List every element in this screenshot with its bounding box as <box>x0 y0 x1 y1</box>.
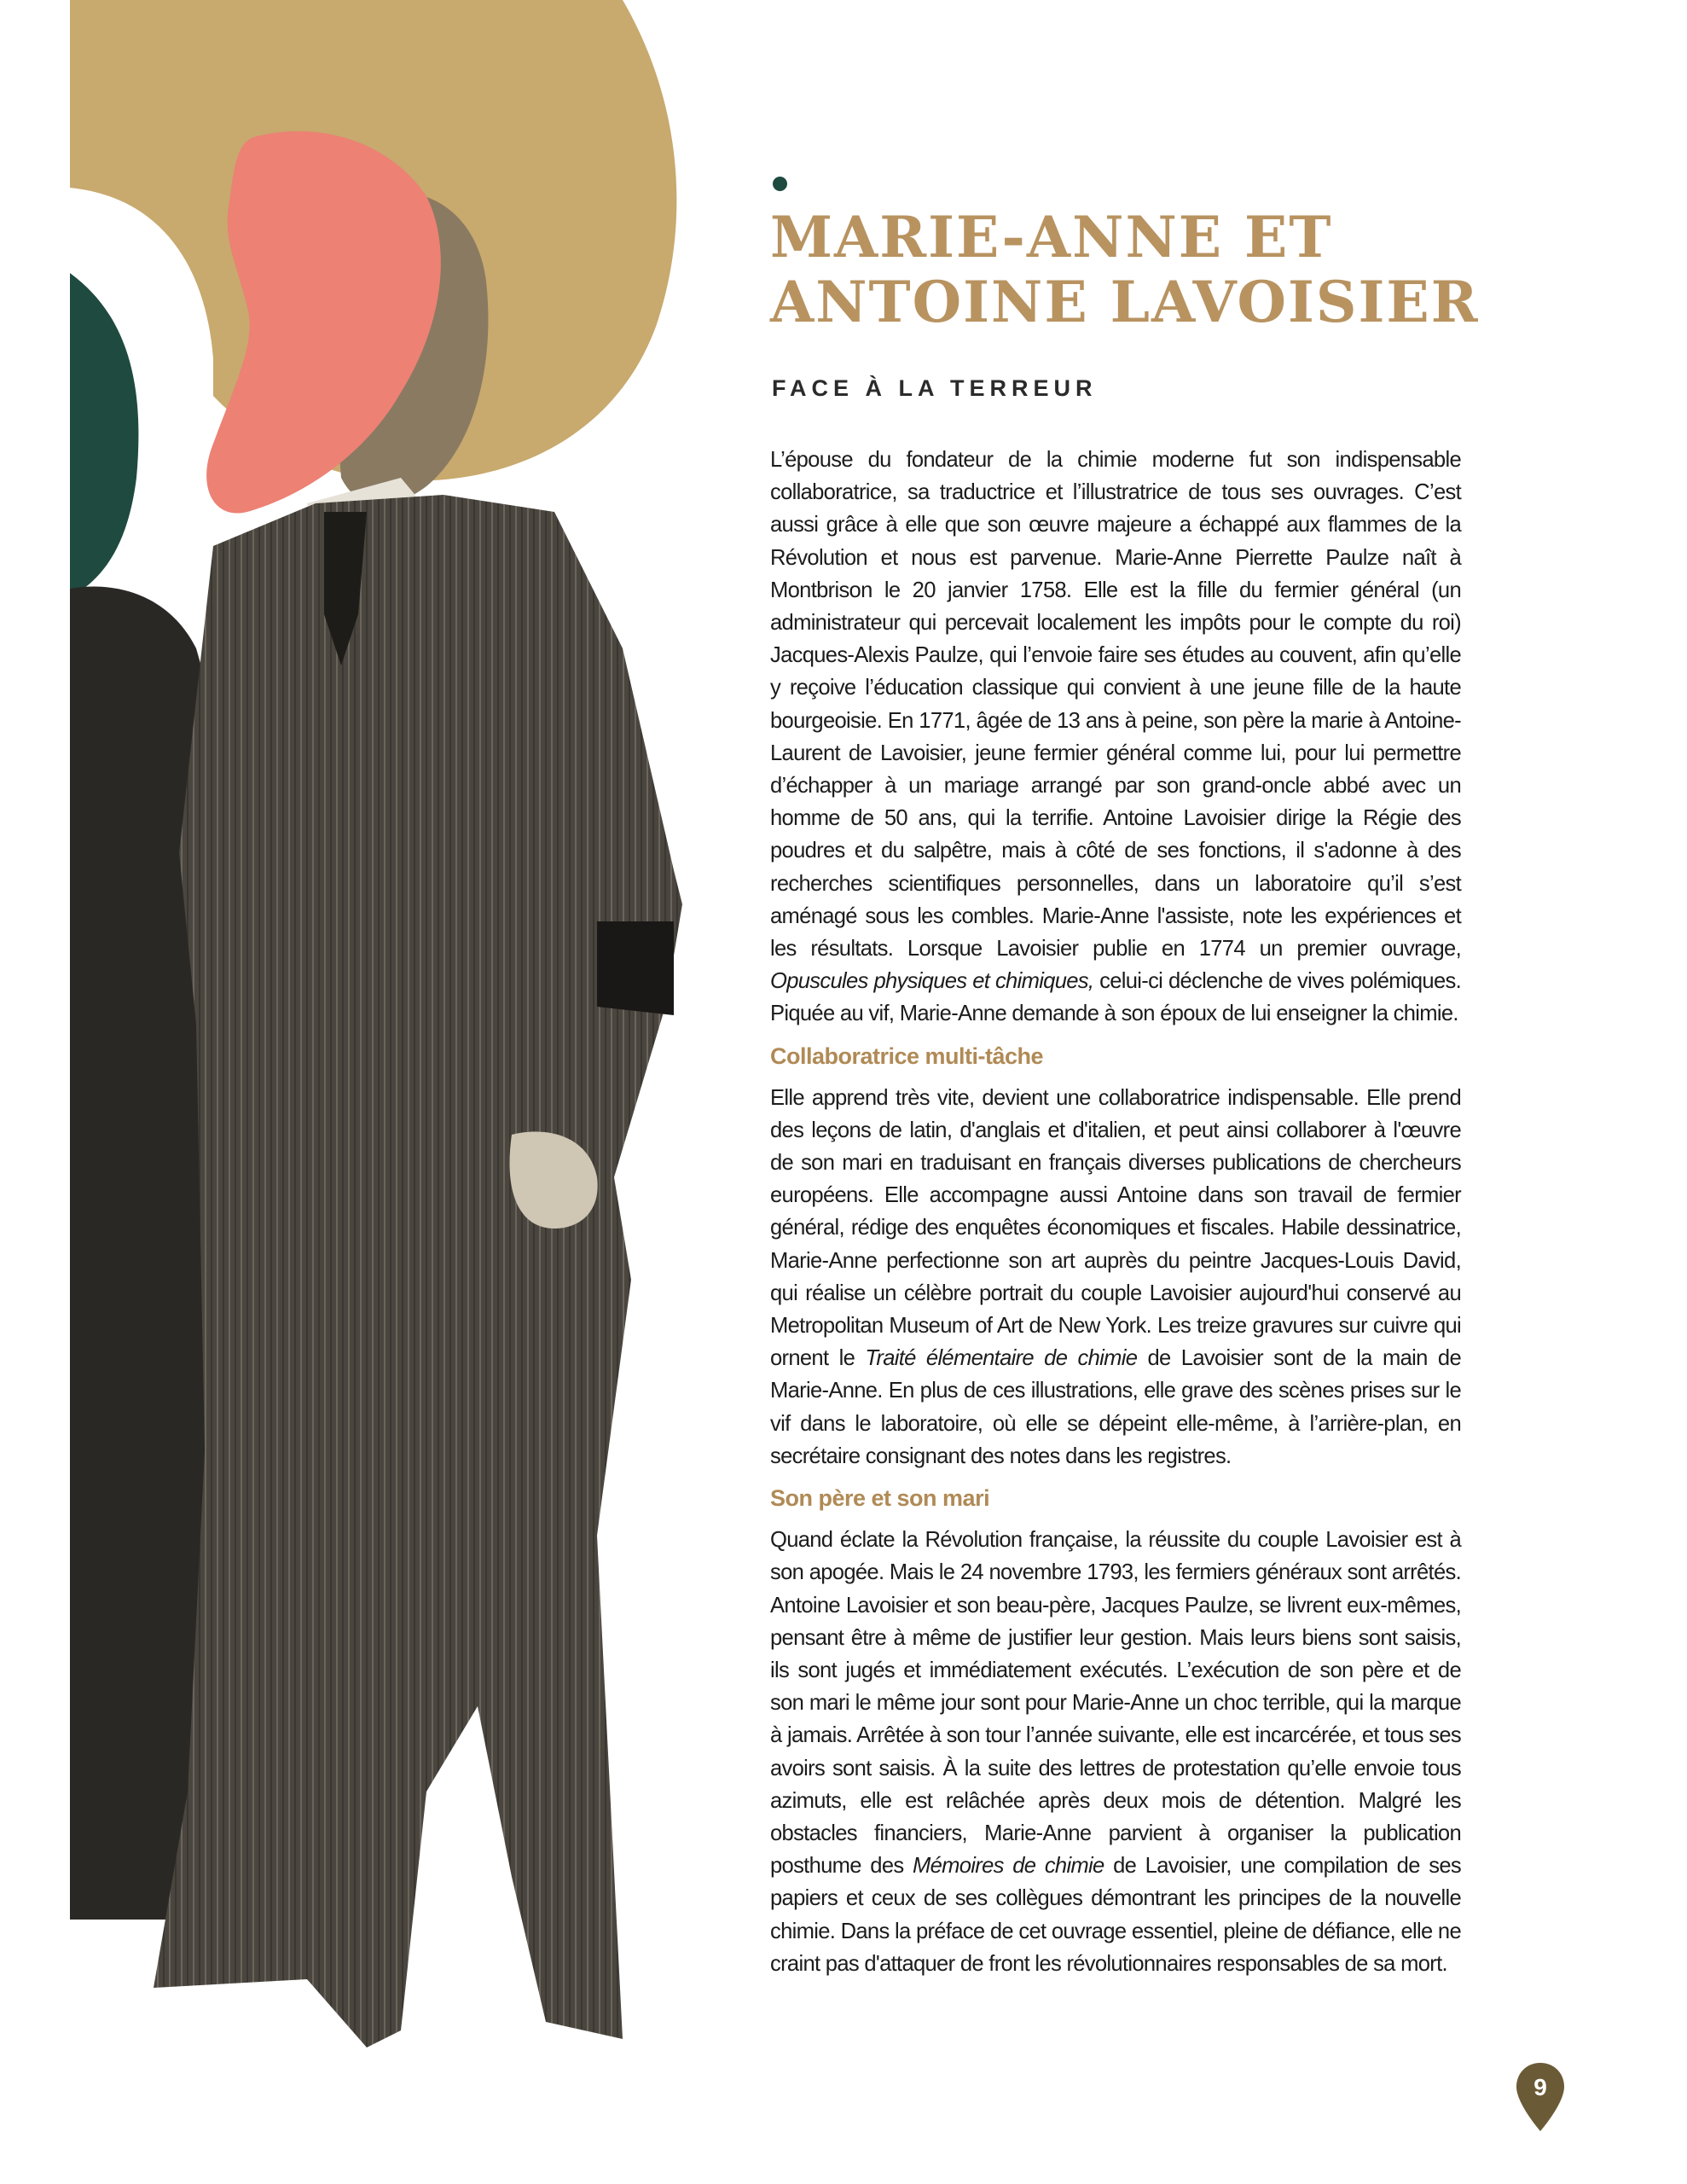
article-title-line2: ANTOINE LAVOISIER <box>770 269 1480 335</box>
section2-paragraph <box>770 1524 1461 1980</box>
section1-book-title: Traité élémentaire de chimie <box>865 1346 1138 1371</box>
article-title-line1: MARIE-ANNE ET <box>770 204 1333 270</box>
decorative-dot <box>773 177 787 191</box>
section2-book-title: Mémoires de chimie <box>912 1854 1104 1879</box>
page-number: 9 <box>1533 2074 1547 2100</box>
section-heading-collaboratrice: Collaboratrice multi-tâche <box>770 1043 1044 1069</box>
section2-text-2: de Lavoisier, une compilation de ses papiers et ceux de ses collègues démontrant les principes de la nouvelle chimie. Dans la préface de cet ouvrage essentiel, pleine de défiance, elle ne craint pas d'attaquer de front les révolutionnaires responsables de sa mort. <box>770 1854 1461 1976</box>
armband-shape <box>597 921 674 1015</box>
article-subtitle: FACE À LA TERREUR <box>772 375 1098 401</box>
section1-paragraph <box>770 1082 1461 1472</box>
section1-text-2: de Lavoisier sont de la main de Marie-Anne. En plus de ces illustrations, elle grave des scènes prises sur le vif dans le laboratoire, où elle se dépeint elle-même, à l’arrière-plan, en secrétaire consignant des notes dans les registres. <box>770 1346 1461 1468</box>
section-heading-pere-mari: Son père et son mari <box>770 1485 990 1512</box>
intro-text-2: celui-ci déclenche de vives polémiques. Piquée au vif, Marie-Anne demande à son époux de lui enseigner la chimie. <box>770 969 1461 1026</box>
intro-text-1: L’épouse du fondateur de la chimie moderne fut son indispensable collaboratrice, sa traductrice et l’illustratrice de tous ses ouvrages. C’est aussi grâce à elle que son œuvre majeure a échappé aux flammes de la Révolution et nous est parvenue. Marie-Anne Pierrette Paulze naît à Montbrison le 20 janvier 1758. Elle est la fille du fermier général (un administrateur qui percevait localement les impôts pour le compte du roi) Jacques-Alexis Paulze, qui l’envoie faire ses études au couvent, afin qu’elle y reçoive l’éducation classique qui convient à une jeune fille de la haute bourgeoisie. En 1771, âgée de 13 ans à peine, son père la marie à Antoine-Laurent de Lavoisier, jeune fermier général comme lui, pour lui permettre d’échapper à un mariage arrangé par son grand-oncle abbé avec un homme de 50 ans, qui la terrifie. Antoine Lavoisier dirige la Régie des poudres et du salpêtre, mais à côté de ses fonctions, il s'adonne à des recherches scientifiques personnelles, dans un laboratoire qu’il s’est aménagé sous les combles. Marie-Anne l'assiste, note les expériences et les résultats. Lorsque Lavoisier publie en 1774 un premier ouvrage, <box>770 448 1461 961</box>
section1-text-1: Elle apprend très vite, devient une collaboratrice indispensable. Elle prend des leçons de latin, d'anglais et d'italien, et peut ainsi collaborer à l'œuvre de son mari en traduisant en français diverses publications de chercheurs européens. Elle accompagne aussi Antoine dans son travail de fermier général, rédige des enquêtes économiques et fiscales. Habile dessinatrice, Marie-Anne perfectionne son art auprès du peintre Jacques-Louis David, qui réalise un célèbre portrait du couple Lavoisier aujourd'hui conservé au Metropolitan Museum of Art de New York. Les treize gravures sur cuivre qui ornent le <box>770 1085 1461 1371</box>
page-number-badge <box>1515 2061 1566 2133</box>
article-title <box>770 205 1538 334</box>
article-body <box>770 444 1461 1980</box>
intro-paragraph <box>770 444 1461 1031</box>
man-suit-shape <box>154 495 682 2048</box>
intro-book-title: Opuscules physiques et chimiques, <box>770 969 1094 994</box>
section2-text-1: Quand éclate la Révolution française, la réussite du couple Lavoisier est à son apogée. Mais le 24 novembre 1793, les fermiers généraux sont arrêtés. Antoine Lavoisier et son beau-père, Jacques Paulze, se livrent eux-mêmes, pensant être à même de justifier leur gestion. Mais leurs biens sont saisis, ils sont jugés et immédiatement exécutés. L’exécution de son père et de son mari le même jour sont pour Marie-Anne un choc terrible, qui la marque à jamais. Arrêtée à son tour l’année suivante, elle est incarcérée, et tous ses avoirs sont saisis. À la suite des lettres de protestation qu’elle envoie tous azimuts, elle est relâchée après deux mois de détention. Malgré les obstacles financiers, Marie-Anne parvient à organiser la publication posthume des <box>770 1528 1461 1879</box>
